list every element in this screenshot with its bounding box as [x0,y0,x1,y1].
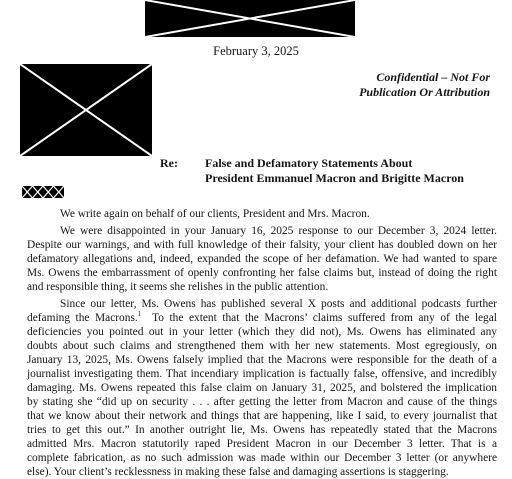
body-line: tries to get this out.” In another outright lie, Ms. Owens has repeatedly stated that the Macrons [27,424,497,436]
paragraph-opening: We write again on behalf of our clients, President and Mrs. Macron. [60,208,370,220]
body-line-segment: To the extent that the Macrons’ claims suffered from any of the legal [141,312,497,324]
body-line-segment: defaming the Macrons. [27,312,138,324]
subject-line [205,156,464,186]
redaction-cross-icon [145,0,355,37]
body-line: by stating she “did up on security . . . after getting the letter from Macron and cause of the things [27,396,497,408]
redacted-letterhead [145,0,355,37]
confidentiality-line: Confidential – Not For [376,70,490,84]
body-line: Despite our warnings, and with full knowledge of their falsity, your client has doubled down on her [27,239,497,251]
body-line: damaging. Ms. Owens repeated this false claim on January 31, 2025, and bolstered the implication [27,382,497,394]
redacted-salutation [22,186,64,198]
footnote-marker: 1 [137,310,142,319]
redaction-cross-icon [22,186,64,198]
re-label: Re: [160,156,178,170]
redaction-cross-icon [20,64,152,156]
body-line: We were disappointed in your January 16, 2025 response to our December 3, 2024 letter. [60,225,497,237]
body-line: else). Your client’s recklessness in making these false and damaging assertions is staggering. [27,466,449,478]
subject-line-text: President Emmanuel Macron and Brigitte Macron [205,171,464,185]
body-line: admitted Mrs. Macron statutorily raped President Macron in our December 3 letter. That is a [27,438,497,450]
confidentiality-line: Publication Or Attribution [359,85,490,99]
letter-date: February 3, 2025 [213,44,299,58]
body-line: January 13, 2025, Ms. Owens falsely implied that the Macrons were responsible for the death of a [27,354,497,366]
body-line-with-footnote [27,311,497,325]
subject-line-text: False and Defamatory Statements About [205,156,413,170]
body-line: Since our letter, Ms. Owens has published several X posts and additional podcasts further [60,298,497,310]
confidentiality-notice [359,70,490,100]
body-line: Ms. Owens the embarrassment of openly confronting her false claims but, instead of doing the right [27,267,497,279]
body-line: that we know about their network and things that are happening, like I said, to every journalist that [27,410,497,422]
redacted-addressee [20,64,152,156]
body-line: deficiencies you pointed out in your letter (which they did not), Ms. Owens has eliminated any [27,326,497,338]
body-line: complete fabrication, as no such admission was made within our December 3 letter (or anywhere [27,452,497,464]
body-line: defamatory allegations and, indeed, expanded the scope of her defamation. We had wanted to spare [27,253,497,265]
body-line: journalist investigating them. That incendiary implication is factually false, offensive, and incredibly [27,368,497,380]
body-line: doubts about such claims and strengthened them with her new statements. Most egregiously, on [27,340,497,352]
body-line: and responsible thing, it seems she relishes in the public attention. [27,281,329,293]
